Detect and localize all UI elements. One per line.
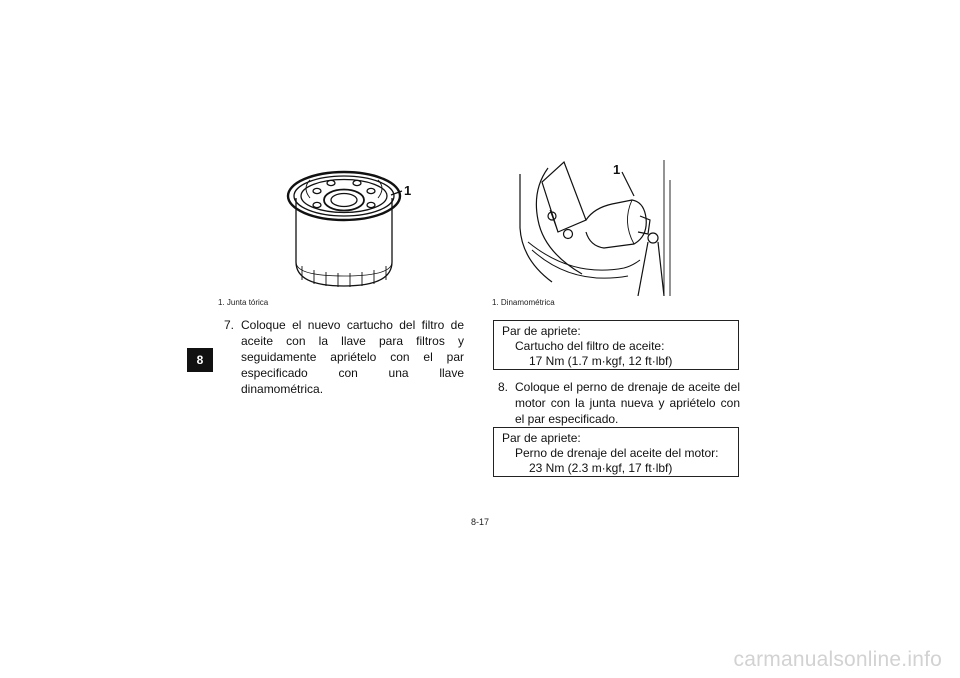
torque-spec-box-filter (493, 320, 739, 370)
chapter-tab: 8 (187, 348, 213, 372)
torque-spec-box-drain-bolt (493, 427, 739, 477)
step-text: Coloque el perno de drenaje de aceite del motor con la junta nueva y apriételo con el par especificado. (515, 380, 740, 426)
callout-number: 1 (404, 183, 412, 198)
oil-filter-illustration (280, 158, 420, 292)
torque-value: 17 Nm (1.7 m·kgf, 12 ft·lbf) (529, 354, 673, 368)
torque-wrench-illustration (512, 160, 672, 296)
torque-value: 23 Nm (2.3 m·kgf, 17 ft·lbf) (529, 461, 673, 475)
instruction-step-8 (498, 379, 740, 427)
page-number: 8-17 (470, 517, 489, 527)
instruction-step-7 (224, 317, 464, 397)
step-number: 8. (498, 380, 509, 394)
step-text: Coloque el nuevo cartucho del filtro de aceite con la llave para filtros y seguidamente apriételo con el par especificado con una llave dinamométrica. (241, 318, 464, 396)
figure-caption-left: 1. Junta tórica (218, 298, 269, 307)
figure-caption-right: 1. Dinamométrica (492, 298, 555, 307)
watermark: carmanualsonline.info (733, 648, 942, 671)
torque-title: Par de apriete: (502, 431, 581, 445)
callout-number: 1 (613, 162, 621, 177)
torque-item: Perno de drenaje del aceite del motor: (515, 446, 719, 460)
torque-title: Par de apriete: (502, 324, 581, 338)
step-number: 7. (224, 318, 235, 332)
torque-item: Cartucho del filtro de aceite: (515, 339, 665, 353)
